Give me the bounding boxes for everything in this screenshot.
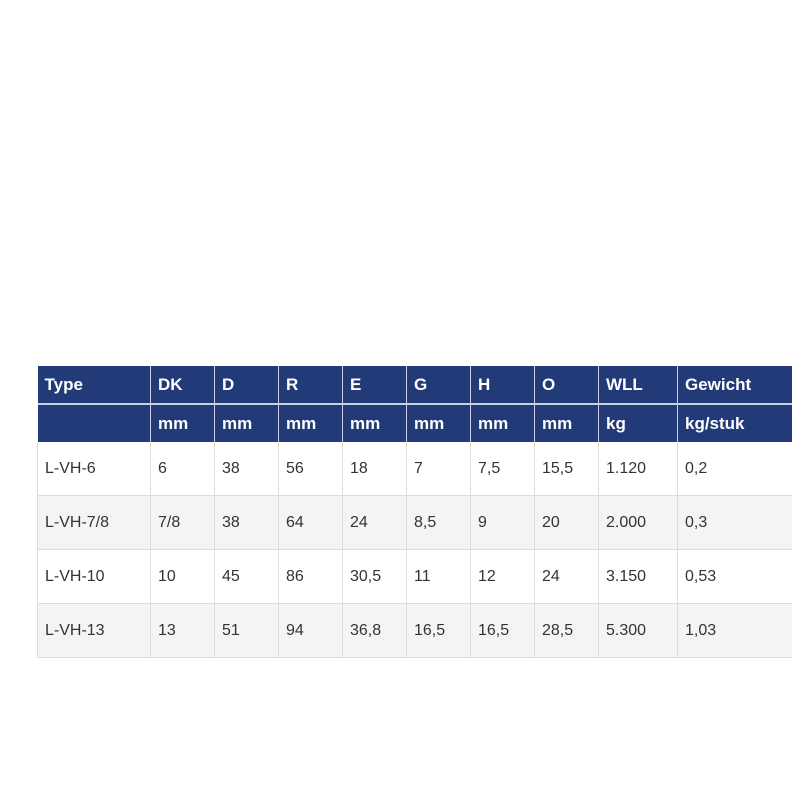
unit-gewicht: kg/stuk xyxy=(678,404,792,442)
cell-type: L-VH-13 xyxy=(38,604,151,658)
table-row xyxy=(38,604,792,658)
header-gewicht: Gewicht xyxy=(678,366,792,404)
unit-d: mm xyxy=(215,404,279,442)
header-o: O xyxy=(535,366,599,404)
unit-dk: mm xyxy=(151,404,215,442)
table-row xyxy=(38,442,792,496)
unit-o: mm xyxy=(535,404,599,442)
header-type: Type xyxy=(38,366,151,404)
unit-r: mm xyxy=(279,404,343,442)
cell-h: 16,5 xyxy=(471,604,535,658)
unit-g: mm xyxy=(407,404,471,442)
cell-h: 12 xyxy=(471,550,535,604)
cell-d: 38 xyxy=(215,496,279,550)
cell-g: 8,5 xyxy=(407,496,471,550)
cell-gewicht: 0,53 xyxy=(678,550,792,604)
cell-o: 28,5 xyxy=(535,604,599,658)
header-d: D xyxy=(215,366,279,404)
unit-e: mm xyxy=(343,404,407,442)
cell-r: 86 xyxy=(279,550,343,604)
header-e: E xyxy=(343,366,407,404)
cell-gewicht: 0,2 xyxy=(678,442,792,496)
header-wll: WLL xyxy=(599,366,678,404)
unit-wll: kg xyxy=(599,404,678,442)
cell-d: 38 xyxy=(215,442,279,496)
cell-d: 45 xyxy=(215,550,279,604)
table-row xyxy=(38,550,792,604)
header-row xyxy=(38,366,792,404)
unit-h: mm xyxy=(471,404,535,442)
cell-type: L-VH-6 xyxy=(38,442,151,496)
cell-wll: 3.150 xyxy=(599,550,678,604)
cell-e: 36,8 xyxy=(343,604,407,658)
table-row xyxy=(38,496,792,550)
unit-row xyxy=(38,404,792,442)
table-body xyxy=(38,442,792,658)
cell-g: 11 xyxy=(407,550,471,604)
header-g: G xyxy=(407,366,471,404)
cell-r: 64 xyxy=(279,496,343,550)
cell-e: 30,5 xyxy=(343,550,407,604)
cell-o: 20 xyxy=(535,496,599,550)
cell-dk: 13 xyxy=(151,604,215,658)
cell-dk: 6 xyxy=(151,442,215,496)
cell-o: 24 xyxy=(535,550,599,604)
unit-type xyxy=(38,404,151,442)
cell-wll: 1.120 xyxy=(599,442,678,496)
header-dk: DK xyxy=(151,366,215,404)
spec-table xyxy=(37,366,792,658)
cell-r: 56 xyxy=(279,442,343,496)
cell-h: 7,5 xyxy=(471,442,535,496)
cell-dk: 7/8 xyxy=(151,496,215,550)
cell-h: 9 xyxy=(471,496,535,550)
cell-gewicht: 1,03 xyxy=(678,604,792,658)
cell-g: 16,5 xyxy=(407,604,471,658)
header-h: H xyxy=(471,366,535,404)
cell-e: 24 xyxy=(343,496,407,550)
cell-d: 51 xyxy=(215,604,279,658)
cell-e: 18 xyxy=(343,442,407,496)
table-header xyxy=(38,366,792,442)
cell-o: 15,5 xyxy=(535,442,599,496)
cell-type: L-VH-10 xyxy=(38,550,151,604)
cell-dk: 10 xyxy=(151,550,215,604)
cell-g: 7 xyxy=(407,442,471,496)
cell-type: L-VH-7/8 xyxy=(38,496,151,550)
cell-wll: 2.000 xyxy=(599,496,678,550)
cell-r: 94 xyxy=(279,604,343,658)
cell-gewicht: 0,3 xyxy=(678,496,792,550)
cell-wll: 5.300 xyxy=(599,604,678,658)
header-r: R xyxy=(279,366,343,404)
